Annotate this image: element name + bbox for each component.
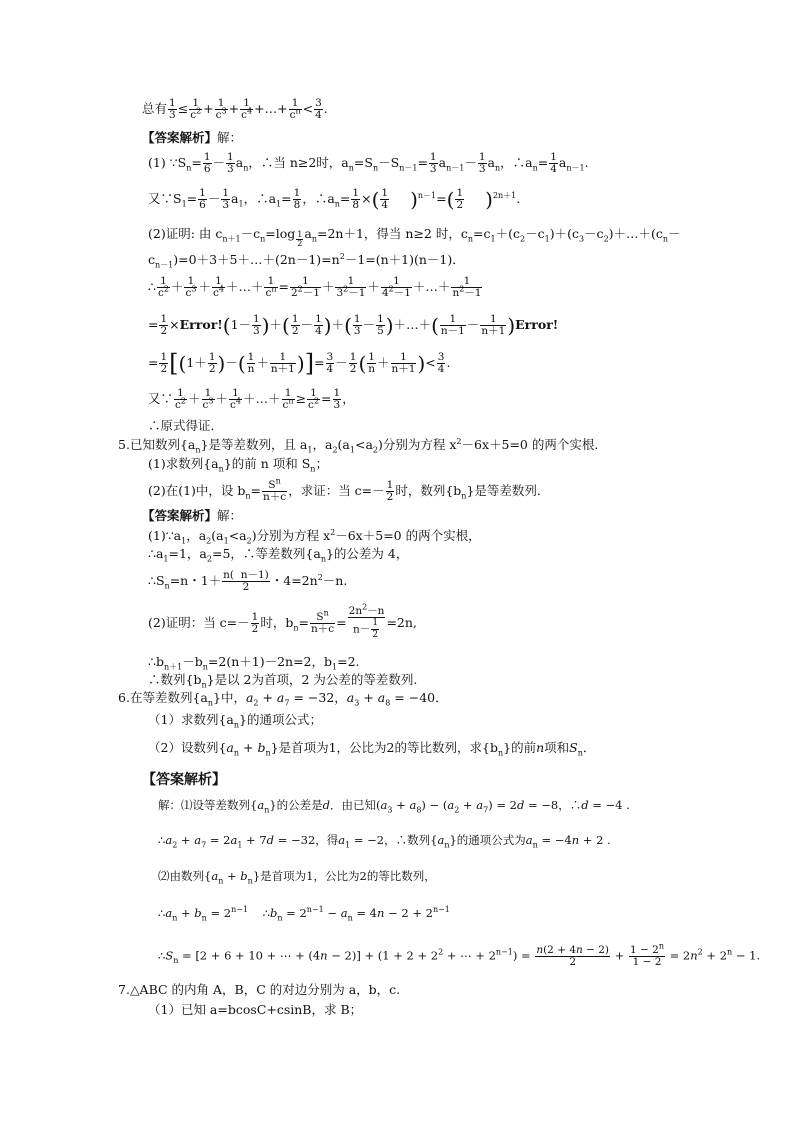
q6-analysis-heading: 【答案解析】 [142,772,226,788]
q5-analysis-heading: 【答案解析】解： [142,508,243,523]
q6-stem: 6.在等差数列$\{a_n\}$中，$a_2 + a_7 = -32$，$a_3 + a_8 = -40$． [118,690,448,708]
q5-ans-line3: $\therefore S_n=n$・1＋ $\frac{n( n-1)}{2}$ ・$4=2n^2-n$. [148,569,348,593]
q4-part2-line1: (2)证明: 由 $c_{n+1}-c_n=\log$ $_{\frac{1}{2}}$ $a_n=2n+1$，得当 n≥2 时，$c_n=c_1+(c_2-c_1)+(c_3-c_2)+\dots+(c_n-$ [148,226,681,248]
q6-sub2: （2）设数列$\{a_n + b_n\}$是首项为1，公比为2的等比数列，求$\{b_n\}$的前n项和$S_n$． [148,740,596,758]
q7-sub1: （1）已知 a=bcosC+csinB，求 B； [148,1002,363,1017]
q7-stem: 7.△ABC 的内角 A，B，C 的对边分别为 a，b，c. [118,982,401,997]
q6-sol-line3: ⑵由数列$\{a_n + b_n\}$是首项为1，公比为2的等比数列， [158,869,436,886]
q5-ans-line6: ∴数列$\{b_n\}$是以 2为首项，2 为公差的等差数列. [148,672,418,690]
q6-sol-line5: $\therefore S_n = [2 + 6 + 10$ + ⋯ + $(4n - 2)] + (1 + 2 + 2^2$ + ⋯ + $2^{n-1}$) = $\frac{n(2 + 4n - 2)}{2}$ + $\frac{1 - 2^n}{1 - 2}$ = $2n^2 + 2^n - 1$. [158,941,761,968]
q4-conclusion: ∴原式得证． [148,418,224,433]
q5-sub2: (2)在(1)中，设 $b_n=$ $\frac{S^n}{n+c}$ ，求证：当 c=－ $\frac{1}{2}$ 时，数列$\{b_n\}$是等差数列． [148,476,550,503]
text: 总有 [142,101,168,116]
q5-ans-line1: $(1)\because a_1$，$a_2(a_1<a_2)$分别为方程 $x^2-6x+5=0$ 的两个实根， [148,527,481,546]
q6-sub1: （1）求数列$\{a_n\}$的通项公式； [148,712,322,730]
q5-stem: 5.已知数列$\{a_n\}$是等差数列，且 $a_1$，$a_2(a_1<a_2)$分别为方程 $x^2-6x+5=0$ 的两个实根． [118,436,607,455]
q4-telescoping-line: = $\frac{1}{2}$ ×Error!(1－ $\frac{1}{3}$ )＋( $\frac{1}{2}$ － $\frac{1}{4}$ )＋( $\frac{1}{3}$ － $\frac{1}{5}$ )＋…＋( $\frac{1}{n-1}$ － $\frac{1}{n+1}$ )Error! [148,313,559,338]
inequality-statement: 总有 $\frac{1}{3}$ ≤ $\frac{1}{c^2}$ + $\frac{1}{c^3}$ + $\frac{1}{c^4}$ +…+ $\frac{1}{c^n}$ < $\frac{3}{4}$ . [142,97,328,121]
answer-analysis-heading: 【答案解析】解： [142,130,243,145]
q6-sol-line2: $\therefore a_2 + a_7 = 2a_1 + 7d = -32$，得$a_1 = -2$，∴数列$\{a_n\}$的通项公式为$a_n = -4n + 2$ . [158,833,611,850]
q5-sub1: (1)求数列$\{a_n\}$的前 n 项和 $S_n$； [148,456,328,474]
q6-sol-line4: $\therefore a_n + b_n = 2^{n-1}$ $\therefore b_n = 2^{n-1} - a_n = 4n - 2 + 2^{n-1}$ [158,905,450,923]
q4-sum-line: ∴ $\frac{1}{c^2}$ ＋ $\frac{1}{c^3}$ ＋ $\frac{1}{c^4}$ ＋…＋ $\frac{1}{c^n}$ = $\frac{1}{2^2-1}$ ＋ $\frac{1}{3^2-1}$ ＋ $\frac{1}{4^2-1}$ ＋…＋ $\frac{1}{n^2-1}$ [148,275,482,299]
q4-part1-line: (1) $\because S_n=$ $\frac{1}{6}$ － $\frac{1}{3}$ $a_n$，∴当 n≥2时，$a_n=S_n-S_{n-1}=$ $\frac{1}{3}$ $a_{n-1}-$ $\frac{1}{3}$ $a_n$，$\therefore a_n=$ $\frac{1}{4}$ $a_{n-1}$. [148,151,589,175]
q5-ans-line2: $\therefore a_1=1$，$a_2=5$，∴等差数列$\{a_n\}$的公差为 4， [148,546,409,564]
q5-ans-line5: $\therefore b_{n+1}-b_n=2(n+1)-2n=2$，$b_1=2$. [148,654,360,672]
q5-ans-line4: (2)证明：当 c=－ $\frac{1}{2}$ 时，$b_n=$ $\frac{S^n}{n+c}$ = $2n^2-n$ n－ $\frac{1}{2}$ =2n, [148,602,417,640]
q6-sol-line1: 解：⑴设等差数列$\{a_n\}$的公差是d．由已知$(a_3 + a_8) - (a_2 + a_7) = 2d = -8$，∴d = −4 . [158,798,630,815]
q4-part1-line2: 又$\because S_1=$ $\frac{1}{6}$ － $\frac{1}{3}$ $a_1$，$\therefore a_1=$ $\frac{1}{8}$ ，$\therefore a_n=$ $\frac{1}{8}$ ×( $\frac{1}{4}$ )$^{n-1}$=( $\frac{1}{2}$ )$^{2n+1}$. [148,187,521,212]
q4-bound-line: = $\frac{1}{2}$ [(1＋ $\frac{1}{2}$ )－( $\frac{1}{n}$ ＋ $\frac{1}{n+1}$ )]= $\frac{3}{4}$ － $\frac{1}{2}$ ( $\frac{1}{n}$ ＋ $\frac{1}{n+1}$ )< $\frac{3}{4}$ . [148,349,451,378]
q4-lower-bound-line: 又∵ $\frac{1}{c^2}$ ＋ $\frac{1}{c^3}$ ＋ $\frac{1}{c^4}$ ＋…＋ $\frac{1}{c^n}$ ≥ $\frac{1}{c^2}$ = $\frac{1}{3}$ ， [148,387,355,411]
q4-part2-line2: $c_{n-1})=0+3+5+\dots+(2n-1)=n^2-1=(n+1)(n-1)$． [148,251,465,270]
